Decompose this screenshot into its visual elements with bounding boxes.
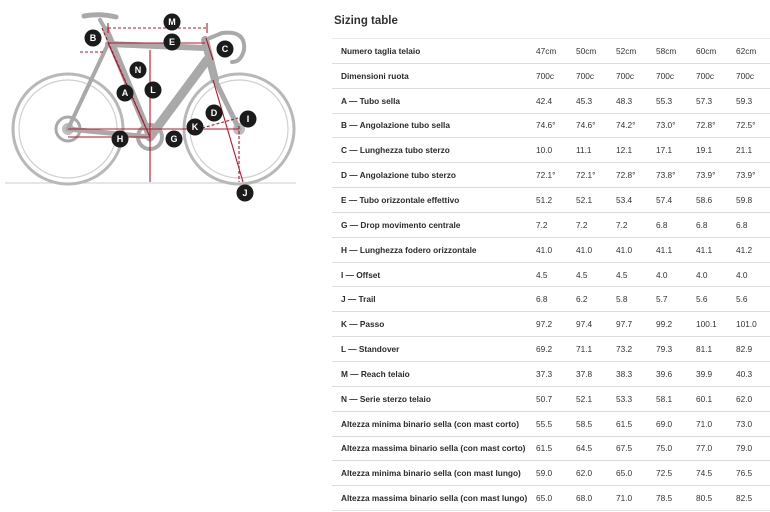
table-cell: 79.3 <box>650 337 690 362</box>
table-row <box>332 188 770 213</box>
table-cell: 72.1° <box>570 163 610 188</box>
table-row <box>332 262 770 287</box>
table-cell: 6.8 <box>530 287 570 312</box>
marker-e <box>164 34 181 51</box>
table-row <box>332 312 770 337</box>
table-cell: 61.5 <box>530 436 570 461</box>
table-cell: 4.0 <box>690 262 730 287</box>
row-label: D — Angolazione tubo sterzo <box>332 163 530 188</box>
table-cell: 38.3 <box>610 361 650 386</box>
table-cell: 73.2 <box>610 337 650 362</box>
table-cell: 55.5 <box>530 411 570 436</box>
marker-j <box>237 185 254 202</box>
table-cell: 41.0 <box>530 237 570 262</box>
table-cell: 60cm <box>690 39 730 64</box>
table-row <box>332 212 770 237</box>
table-cell: 50cm <box>570 39 610 64</box>
sizing-table-section <box>332 10 770 511</box>
table-cell: 17.1 <box>650 138 690 163</box>
table-cell: 74.2° <box>610 113 650 138</box>
table-cell: 59.3 <box>730 88 770 113</box>
table-cell: 55.3 <box>650 88 690 113</box>
svg-text:D: D <box>210 108 218 119</box>
table-cell: 68.0 <box>570 486 610 511</box>
table-cell: 58.6 <box>690 188 730 213</box>
svg-text:B: B <box>89 33 97 44</box>
table-cell: 45.3 <box>570 88 610 113</box>
table-cell: 71.0 <box>610 486 650 511</box>
table-cell: 97.7 <box>610 312 650 337</box>
table-cell: 10.0 <box>530 138 570 163</box>
table-cell: 48.3 <box>610 88 650 113</box>
table-cell: 4.0 <box>650 262 690 287</box>
table-cell: 41.1 <box>690 237 730 262</box>
table-cell: 12.1 <box>610 138 650 163</box>
table-cell: 41.0 <box>610 237 650 262</box>
marker-n <box>130 62 147 79</box>
row-label: J — Trail <box>332 287 530 312</box>
svg-text:N: N <box>134 65 142 76</box>
table-cell: 82.9 <box>730 337 770 362</box>
table-cell: 42.4 <box>530 88 570 113</box>
row-label: B — Angolazione tubo sella <box>332 113 530 138</box>
table-cell: 6.8 <box>650 212 690 237</box>
table-row <box>332 386 770 411</box>
svg-text:C: C <box>221 44 229 55</box>
table-cell: 74.5 <box>690 461 730 486</box>
table-cell: 69.0 <box>650 411 690 436</box>
table-cell: 82.5 <box>730 486 770 511</box>
table-cell: 72.5° <box>730 113 770 138</box>
table-cell: 6.8 <box>690 212 730 237</box>
marker-c <box>217 41 234 58</box>
table-row <box>332 337 770 362</box>
table-cell: 74.6° <box>530 113 570 138</box>
svg-text:A: A <box>121 88 129 99</box>
table-cell: 700c <box>530 63 570 88</box>
table-cell: 62cm <box>730 39 770 64</box>
table-cell: 7.2 <box>610 212 650 237</box>
row-label: Dimensioni ruota <box>332 63 530 88</box>
table-cell: 58.1 <box>650 386 690 411</box>
row-label: E — Tubo orizzontale effettivo <box>332 188 530 213</box>
marker-a <box>117 85 134 102</box>
table-cell: 6.2 <box>570 287 610 312</box>
table-row <box>332 436 770 461</box>
row-label: Altezza minima binario sella (con mast corto) <box>332 411 530 436</box>
svg-text:J: J <box>242 188 248 199</box>
marker-g <box>166 131 183 148</box>
table-cell: 74.6° <box>570 113 610 138</box>
table-cell: 65.0 <box>530 486 570 511</box>
table-cell: 39.6 <box>650 361 690 386</box>
table-cell: 97.4 <box>570 312 610 337</box>
svg-text:H: H <box>116 134 124 145</box>
table-cell: 40.3 <box>730 361 770 386</box>
row-label: H — Lunghezza fodero orizzontale <box>332 237 530 262</box>
table-cell: 52.1 <box>570 188 610 213</box>
marker-d <box>206 105 223 122</box>
table-cell: 72.8° <box>610 163 650 188</box>
table-cell: 50.7 <box>530 386 570 411</box>
row-label: Numero taglia telaio <box>332 39 530 64</box>
marker-m <box>164 14 181 31</box>
row-label: G — Drop movimento centrale <box>332 212 530 237</box>
table-cell: 67.5 <box>610 436 650 461</box>
table-cell: 73.0° <box>650 113 690 138</box>
table-row <box>332 39 770 64</box>
table-row <box>332 113 770 138</box>
row-label: Altezza massima binario sella (con mast corto) <box>332 436 530 461</box>
row-label: L — Standover <box>332 337 530 362</box>
marker-k <box>187 119 204 136</box>
table-title: Sizing table <box>334 15 398 27</box>
table-row <box>332 63 770 88</box>
table-row <box>332 461 770 486</box>
row-label: Altezza minima binario sella (con mast lungo) <box>332 461 530 486</box>
bike-geometry-diagram <box>0 0 310 215</box>
table-cell: 81.1 <box>690 337 730 362</box>
table-row <box>332 138 770 163</box>
svg-text:M: M <box>168 17 176 28</box>
table-cell: 4.0 <box>730 262 770 287</box>
table-cell: 71.0 <box>690 411 730 436</box>
table-cell: 73.9° <box>730 163 770 188</box>
table-cell: 64.5 <box>570 436 610 461</box>
table-cell: 6.8 <box>730 212 770 237</box>
table-cell: 47cm <box>530 39 570 64</box>
table-cell: 4.5 <box>530 262 570 287</box>
svg-text:I: I <box>246 114 250 125</box>
table-cell: 73.0 <box>730 411 770 436</box>
table-cell: 73.8° <box>650 163 690 188</box>
table-cell: 700c <box>650 63 690 88</box>
table-cell: 41.0 <box>570 237 610 262</box>
marker-i <box>240 111 257 128</box>
row-label: I — Offset <box>332 262 530 287</box>
table-cell: 72.5 <box>650 461 690 486</box>
table-cell: 5.8 <box>610 287 650 312</box>
table-cell: 19.1 <box>690 138 730 163</box>
table-cell: 5.6 <box>730 287 770 312</box>
table-cell: 5.7 <box>650 287 690 312</box>
table-cell: 99.2 <box>650 312 690 337</box>
table-cell: 5.6 <box>690 287 730 312</box>
table-row <box>332 287 770 312</box>
table-cell: 7.2 <box>530 212 570 237</box>
table-row <box>332 163 770 188</box>
table-cell: 59.8 <box>730 188 770 213</box>
table-cell: 71.1 <box>570 337 610 362</box>
table-cell: 41.2 <box>730 237 770 262</box>
table-cell: 37.3 <box>530 361 570 386</box>
svg-text:E: E <box>168 37 176 48</box>
table-cell: 37.8 <box>570 361 610 386</box>
table-cell: 100.1 <box>690 312 730 337</box>
table-cell: 62.0 <box>570 461 610 486</box>
table-cell: 72.8° <box>690 113 730 138</box>
svg-text:G: G <box>170 134 178 145</box>
table-row <box>332 361 770 386</box>
table-cell: 80.5 <box>690 486 730 511</box>
sizing-table-body <box>332 39 770 511</box>
table-cell: 51.2 <box>530 188 570 213</box>
table-cell: 52cm <box>610 39 650 64</box>
table-cell: 7.2 <box>570 212 610 237</box>
table-row <box>332 411 770 436</box>
table-cell: 69.2 <box>530 337 570 362</box>
table-row <box>332 237 770 262</box>
table-cell: 57.4 <box>650 188 690 213</box>
table-cell: 78.5 <box>650 486 690 511</box>
table-cell: 700c <box>610 63 650 88</box>
table-row <box>332 88 770 113</box>
table-cell: 53.4 <box>610 188 650 213</box>
table-cell: 65.0 <box>610 461 650 486</box>
table-cell: 52.1 <box>570 386 610 411</box>
table-cell: 75.0 <box>650 436 690 461</box>
table-cell: 60.1 <box>690 386 730 411</box>
table-cell: 101.0 <box>730 312 770 337</box>
table-cell: 97.2 <box>530 312 570 337</box>
row-label: N — Serie sterzo telaio <box>332 386 530 411</box>
row-label: K — Passo <box>332 312 530 337</box>
table-row <box>332 486 770 511</box>
row-label: M — Reach telaio <box>332 361 530 386</box>
marker-l <box>145 82 162 99</box>
table-cell: 62.0 <box>730 386 770 411</box>
table-cell: 58.5 <box>570 411 610 436</box>
svg-text:L: L <box>150 85 156 96</box>
svg-text:K: K <box>191 122 199 133</box>
table-cell: 4.5 <box>610 262 650 287</box>
table-cell: 72.1° <box>530 163 570 188</box>
table-cell: 57.3 <box>690 88 730 113</box>
table-cell: 11.1 <box>570 138 610 163</box>
table-cell: 73.9° <box>690 163 730 188</box>
table-cell: 700c <box>570 63 610 88</box>
row-label: A — Tubo sella <box>332 88 530 113</box>
table-cell: 21.1 <box>730 138 770 163</box>
table-cell: 4.5 <box>570 262 610 287</box>
table-cell: 700c <box>730 63 770 88</box>
table-cell: 41.1 <box>650 237 690 262</box>
table-cell: 700c <box>690 63 730 88</box>
table-cell: 77.0 <box>690 436 730 461</box>
marker-h <box>112 131 129 148</box>
table-cell: 39.9 <box>690 361 730 386</box>
row-label: C — Lunghezza tubo sterzo <box>332 138 530 163</box>
table-cell: 76.5 <box>730 461 770 486</box>
table-cell: 58cm <box>650 39 690 64</box>
marker-b <box>85 30 102 47</box>
sizing-table <box>332 38 770 511</box>
table-cell: 61.5 <box>610 411 650 436</box>
row-label: Altezza massima binario sella (con mast lungo) <box>332 486 530 511</box>
table-cell: 53.3 <box>610 386 650 411</box>
table-cell: 59.0 <box>530 461 570 486</box>
table-cell: 79.0 <box>730 436 770 461</box>
